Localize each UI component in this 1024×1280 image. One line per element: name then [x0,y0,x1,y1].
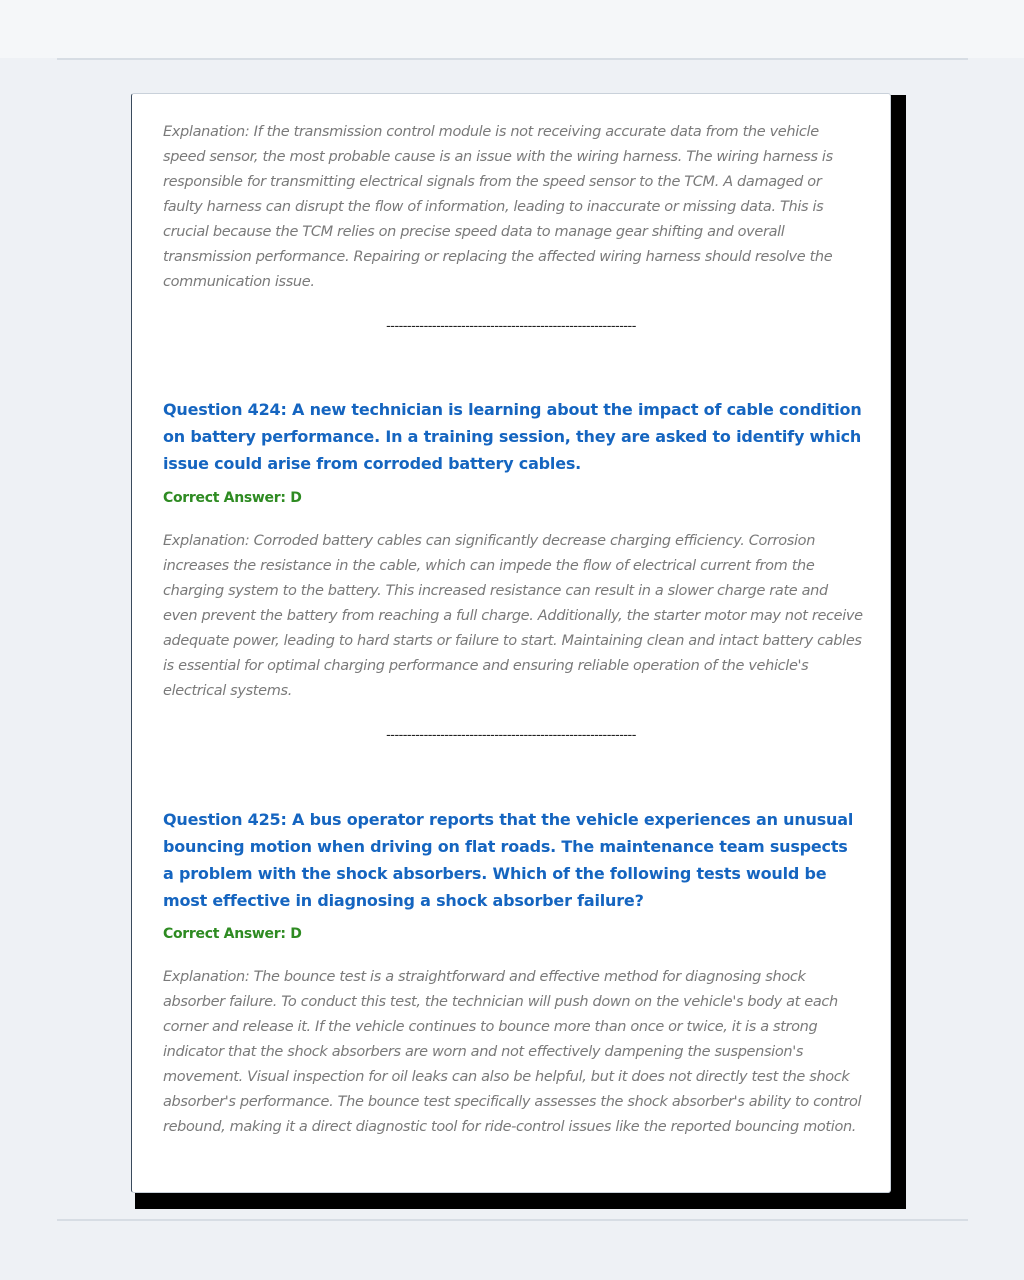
separator-line: ------------------------------------------------------------ [386,317,636,333]
separator-line: ------------------------------------------------------------ [386,726,636,742]
explanation-block-424 [163,529,863,704]
question-block-425 [163,806,863,914]
top-divider [57,58,968,60]
bottom-divider [57,1219,968,1221]
correct-answer: Correct Answer: D [163,490,302,506]
answer-424 [163,490,863,506]
explanation-text: Explanation: Corroded battery cables can significantly decrease charging efficiency. Corrosion increases the resistance in the cable, which can impede the flow of electrical current from the charging system to the battery. This increased resistance can result in a slower charge rate and even prevent the battery from reaching a full charge. Additionally, the starter motor may not receive adequate power, leading to hard starts or failure to start. Maintaining clean and intact battery cables is essential for optimal charging performance and ensuring reliable operation of the vehicle's electrical systems. [163,533,863,699]
correct-answer: Correct Answer: D [163,926,302,942]
explanation-text: Explanation: If the transmission control module is not receiving accurate data from the vehicle speed sensor, the most probable cause is an issue with the wiring harness. The wiring harness is responsible for transmitting electrical signals from the speed sensor to the TCM. A damaged or faulty harness can disrupt the flow of information, leading to inaccurate or missing data. This is crucial because the TCM relies on precise speed data to manage gear shifting and overall transmission performance. Repairing or replacing the affected wiring harness should resolve the communication issue. [163,124,833,290]
answer-425 [163,926,863,942]
viewer-top-band [0,0,1024,58]
explanation-block-1 [163,120,863,295]
explanation-block-425 [163,965,863,1140]
document-page [131,93,891,1193]
question-text: Question 424: A new technician is learning about the impact of cable condition on battery performance. In a training session, they are asked to identify which issue could arise from corroded battery cables. [163,400,862,473]
question-block-424 [163,396,863,477]
explanation-text: Explanation: The bounce test is a straightforward and effective method for diagnosing shock absorber failure. To conduct this test, the technician will push down on the vehicle's body at each corner and release it. If the vehicle continues to bounce more than once or twice, it is a strong indicator that the shock absorbers are worn and not effectively dampening the suspension's movement. Visual inspection for oil leaks can also be helpful, but it does not directly test the shock absorber's performance. The bounce test specifically assesses the shock absorber's ability to control rebound, making it a direct diagnostic tool for ride-control issues like the reported bouncing motion. [163,969,862,1135]
question-text: Question 425: A bus operator reports that the vehicle experiences an unusual bouncing motion when driving on flat roads. The maintenance team suspects a problem with the shock absorbers. Which of the following tests would be most effective in diagnosing a shock absorber failure? [163,810,854,910]
